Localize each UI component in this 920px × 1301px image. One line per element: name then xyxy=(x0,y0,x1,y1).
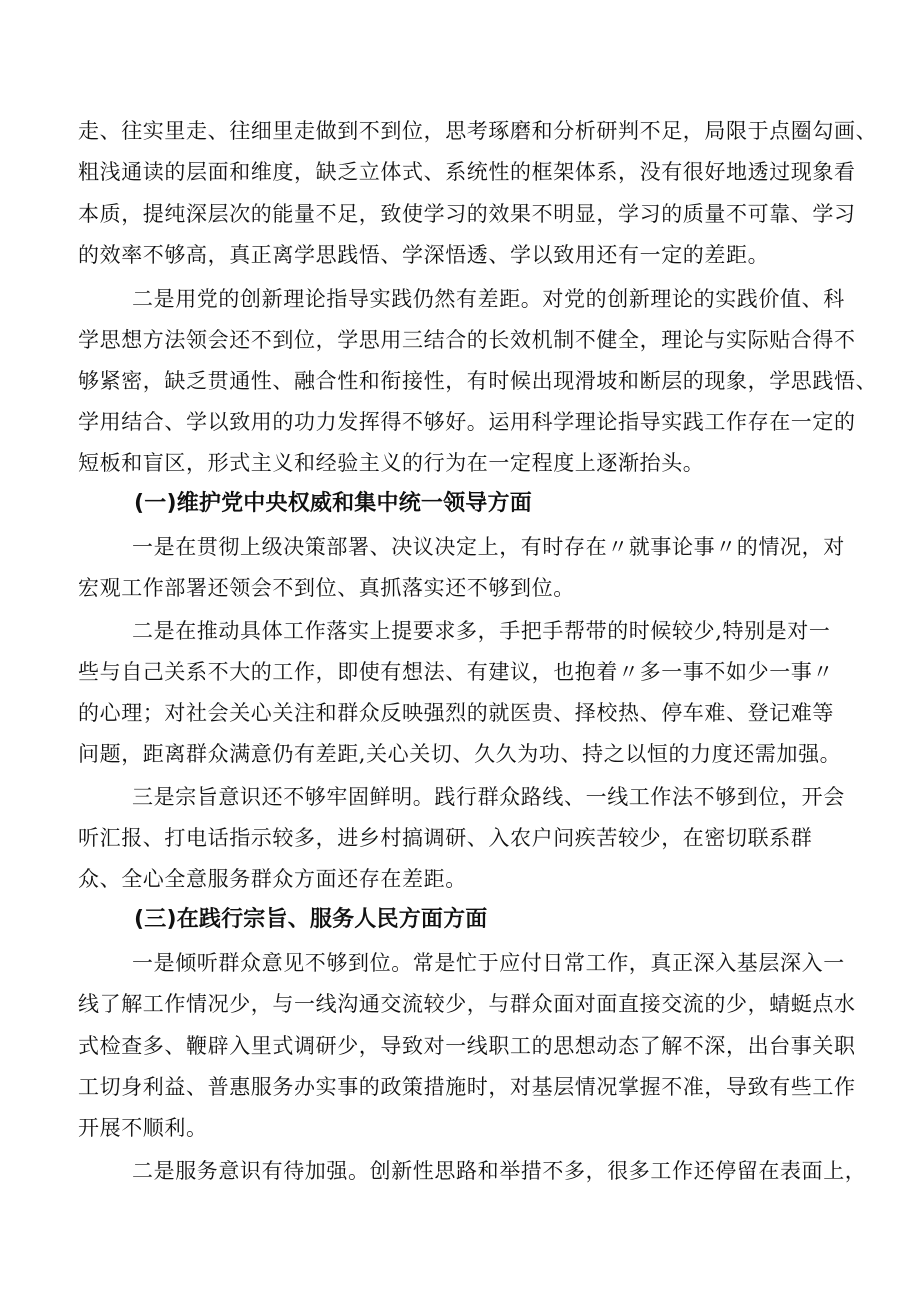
paragraph-line: 工切身利益、普惠服务办实事的政策措施时，对基层情况掌握不准，导致有些工作 xyxy=(78,1075,856,1099)
paragraph-line: 二是服务意识有待加强。创新性思路和举措不多，很多工作还停留在表面上， xyxy=(132,1159,867,1183)
paragraph-line: 二是在推动具体工作落实上提要求多，手把手帮带的时候较少,特别是对一 xyxy=(132,619,831,643)
paragraph-line: 二是用党的创新理论指导实践仍然有差距。对党的创新理论的实践价值、科 xyxy=(132,287,845,311)
paragraph-line: 学用结合、学以致用的功力发挥得不够好。运用科学理论指导实践工作存在一定的 xyxy=(78,410,856,434)
paragraph-line: 的心理；对社会关心关注和群众反映强烈的就医贵、择校热、停车难、登记难等 xyxy=(78,701,834,725)
paragraph-line: 线了解工作情况少，与一线沟通交流较少，与群众面对面直接交流的少，蜻蜓点水 xyxy=(78,992,856,1016)
paragraph-line: 一是在贯彻上级决策部署、决议决定上，有时存在〃就事论事〃的情况，对 xyxy=(132,535,845,559)
paragraph-line: 够紧密，缺乏贯通性、融合性和衔接性，有时候出现滑坡和断层的现象，学思践悟、 xyxy=(78,369,878,393)
paragraph-line: 听汇报、打电话指示较多，进乡村搞调研、入农户问疾苦较少，在密切联系群 xyxy=(78,826,813,850)
paragraph-line: 众、全心全意服务群众方面还存在差距。 xyxy=(78,867,467,891)
paragraph-line: 些与自己关系不大的工作，即使有想法、有建议，也抱着〃多一事不如少一事〃 xyxy=(78,660,834,684)
paragraph-line: 三是宗旨意识还不够牢固鲜明。践行群众路线、一线工作法不够到位，开会 xyxy=(132,785,845,809)
paragraph-line: 的效率不够高，真正离学思践悟、学深悟透、学以致用还有一定的差距。 xyxy=(78,243,770,267)
paragraph-line: 一是倾听群众意见不够到位。常是忙于应付日常工作，真正深入基层深入一 xyxy=(132,951,845,975)
paragraph-line: 式检查多、鞭辟入里式调研少，导致对一线职工的思想动态了解不深，出台事关职 xyxy=(78,1034,856,1058)
paragraph-line: 宏观工作部署还领会不到位、真抓落实还不够到位。 xyxy=(78,576,575,600)
paragraph-line: 学思想方法领会还不到位，学思用三结合的长效机制不健全，理论与实际贴合得不 xyxy=(78,328,856,352)
paragraph-line: 短板和盲区，形式主义和经验主义的行为在一定程度上逐渐抬头。 xyxy=(78,451,705,475)
section-heading: (三)在践行宗旨、服务人民方面方面 xyxy=(134,907,488,932)
paragraph-line: 开展不顺利。 xyxy=(78,1116,208,1140)
paragraph-line: 走、往实里走、往细里走做到不到位，思考琢磨和分析研判不足，局限于点圈勾画、 xyxy=(78,119,878,143)
paragraph-line: 粗浅通读的层面和维度，缺乏立体式、系统性的框架体系，没有很好地透过现象看 xyxy=(78,160,856,184)
paragraph-line: 问题，距离群众满意仍有差距,关心关切、久久为功、持之以恒的力度还需加强。 xyxy=(78,742,842,766)
paragraph-line: 本质，提纯深层次的能量不足，致使学习的效果不明显，学习的质量不可靠、学习 xyxy=(78,202,856,226)
section-heading: (一)维护党中央权威和集中统一领导方面 xyxy=(134,491,532,516)
